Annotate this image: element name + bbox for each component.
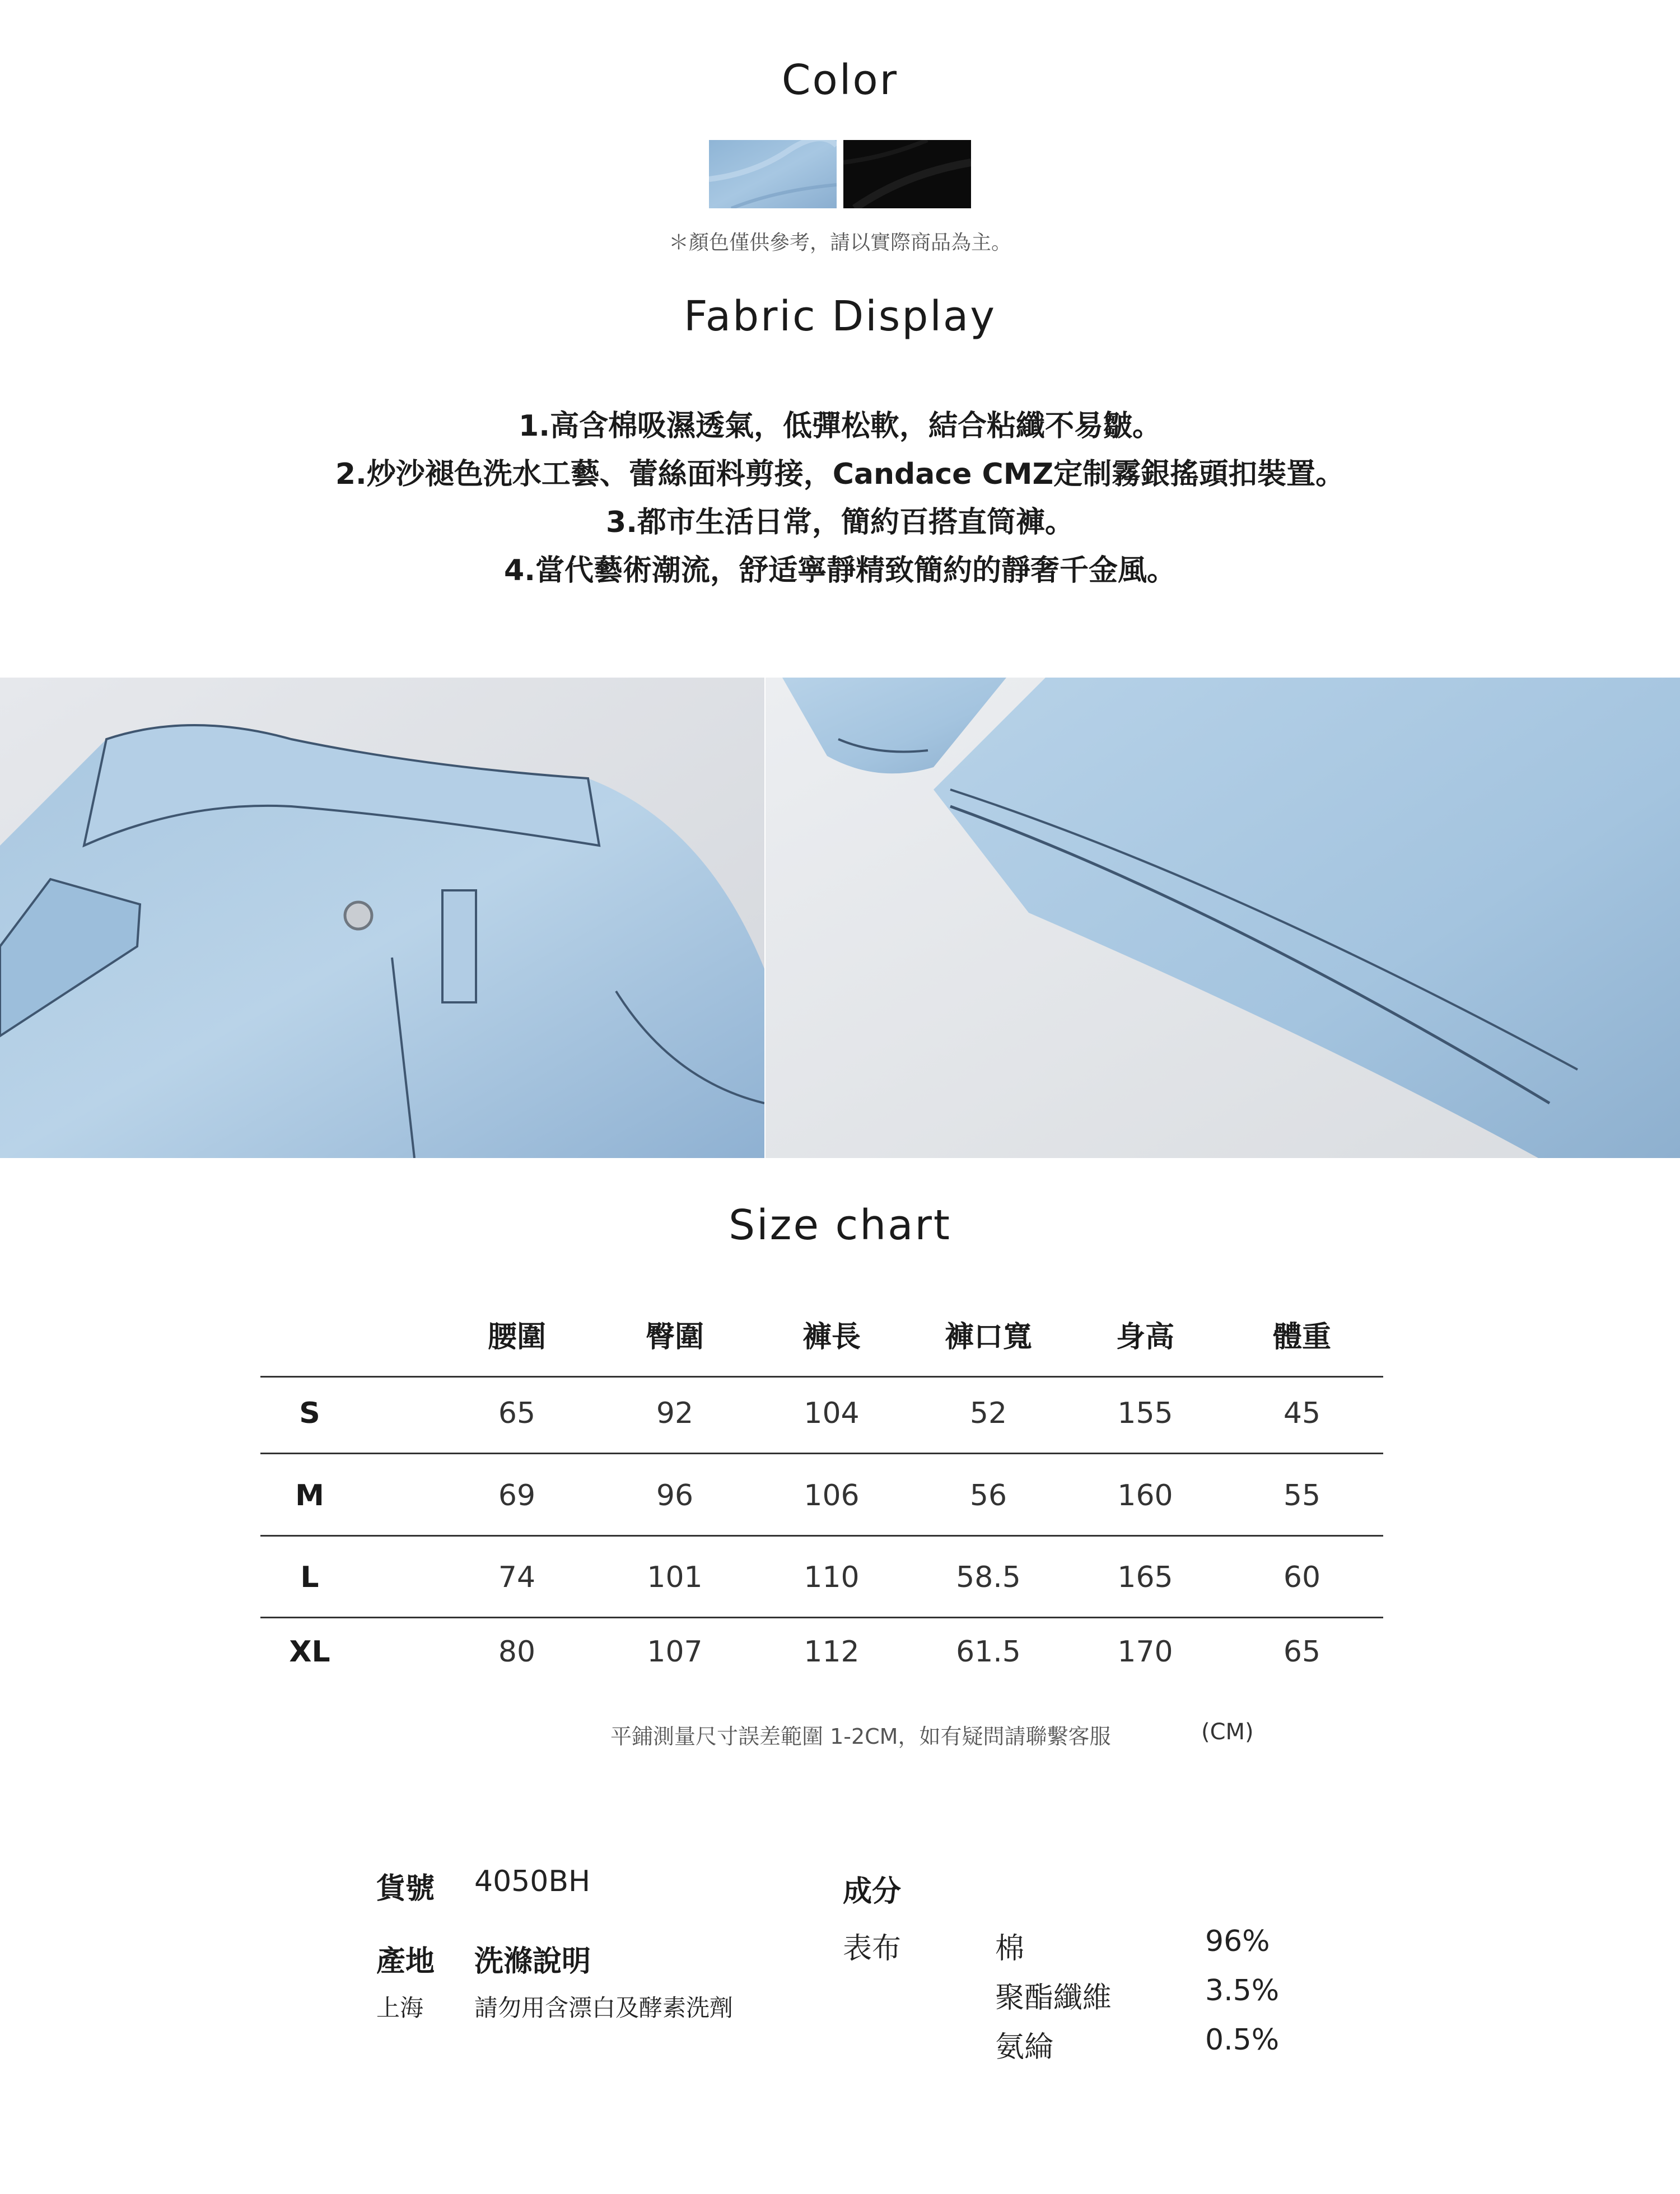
fabric-feature-list — [0, 402, 1680, 595]
material-name: 氨綸 — [995, 2030, 1054, 2064]
jeans-hem-photo — [766, 678, 1680, 1158]
material-percent: 3.5% — [1205, 1974, 1280, 2008]
size-cell: 110 — [804, 1561, 860, 1594]
size-label: S — [299, 1397, 320, 1430]
composition-label: 成分 — [843, 1875, 902, 1908]
col-header: 體重 — [1272, 1320, 1331, 1354]
size-cell: 58.5 — [956, 1561, 1021, 1594]
material-percent: 96% — [1205, 1925, 1270, 1958]
light-blue-swatch — [709, 140, 837, 208]
size-cell: 55 — [1283, 1479, 1321, 1513]
size-cell: 107 — [647, 1635, 703, 1669]
size-cell: 61.5 — [956, 1635, 1021, 1669]
size-cell: 104 — [804, 1397, 860, 1430]
col-header: 褲長 — [802, 1320, 861, 1354]
material-name: 棉 — [995, 1932, 1025, 1966]
wash-label: 洗滌說明 — [474, 1945, 591, 1978]
size-cell: 165 — [1117, 1561, 1173, 1594]
size-cell: 170 — [1117, 1635, 1173, 1669]
size-cell: 101 — [647, 1561, 703, 1594]
size-cell: 112 — [804, 1635, 860, 1669]
size-measurement-note: 平鋪測量尺寸誤差範圍 1-2CM，如有疑問請聯繫客服 — [610, 1724, 1111, 1749]
size-cell: 96 — [656, 1479, 694, 1513]
size-cell: 69 — [498, 1479, 536, 1513]
fabric-title: Fabric Display — [683, 292, 997, 340]
jeans-waistband-photo — [0, 678, 764, 1158]
size-cell: 52 — [969, 1397, 1007, 1430]
col-header: 腰圍 — [487, 1320, 546, 1354]
size-cell: 60 — [1283, 1561, 1321, 1594]
material-name: 聚酯纖維 — [995, 1981, 1112, 2015]
fabric-line: 1.高含棉吸濕透氣，低彈松軟，結合粘纖不易皺。 — [519, 409, 1161, 443]
fabric-line: 2.炒沙褪色洗水工藝、蕾絲面料剪接，Candace CMZ定制霧銀搖頭扣裝置。 — [335, 458, 1345, 491]
fabric-label: 表布 — [843, 1932, 902, 1966]
size-chart-title: Size chart — [729, 1201, 951, 1249]
size-label: XL — [289, 1635, 330, 1669]
material-percent: 0.5% — [1205, 2023, 1280, 2057]
fabric-line: 3.都市生活日常，簡約百搭直筒褲。 — [606, 506, 1074, 539]
table-divider — [260, 1376, 1383, 1378]
size-label: L — [300, 1561, 319, 1594]
col-header: 褲口寬 — [944, 1320, 1032, 1354]
table-divider — [260, 1453, 1383, 1454]
origin-label: 產地 — [376, 1945, 435, 1978]
table-divider — [260, 1535, 1383, 1537]
size-cell: 65 — [498, 1397, 536, 1430]
size-cell: 160 — [1117, 1479, 1173, 1513]
col-header: 臀圍 — [645, 1320, 704, 1354]
table-divider — [260, 1617, 1383, 1618]
col-header: 身高 — [1116, 1320, 1174, 1354]
size-cell: 45 — [1283, 1397, 1321, 1430]
color-title: Color — [781, 56, 899, 104]
size-cell: 92 — [656, 1397, 694, 1430]
size-cell: 155 — [1117, 1397, 1173, 1430]
origin-value: 上海 — [376, 1994, 424, 2022]
black-swatch — [843, 140, 971, 208]
size-cell: 106 — [804, 1479, 860, 1513]
item-number: 4050BH — [474, 1865, 591, 1898]
color-note: ＊顏色僅供參考，請以實際商品為主。 — [668, 231, 1011, 254]
fabric-line: 4.當代藝術潮流，舒适寧靜精致簡約的靜奢千金風。 — [504, 554, 1176, 587]
size-label: M — [295, 1479, 324, 1513]
size-cell: 80 — [498, 1635, 536, 1669]
size-unit: (CM) — [1201, 1719, 1254, 1745]
wash-instruction: 請勿用含漂白及酵素洗劑 — [474, 1994, 734, 2022]
item-number-label: 貨號 — [376, 1872, 435, 1906]
size-cell: 56 — [969, 1479, 1007, 1513]
size-cell: 65 — [1283, 1635, 1321, 1669]
size-cell: 74 — [498, 1561, 536, 1594]
